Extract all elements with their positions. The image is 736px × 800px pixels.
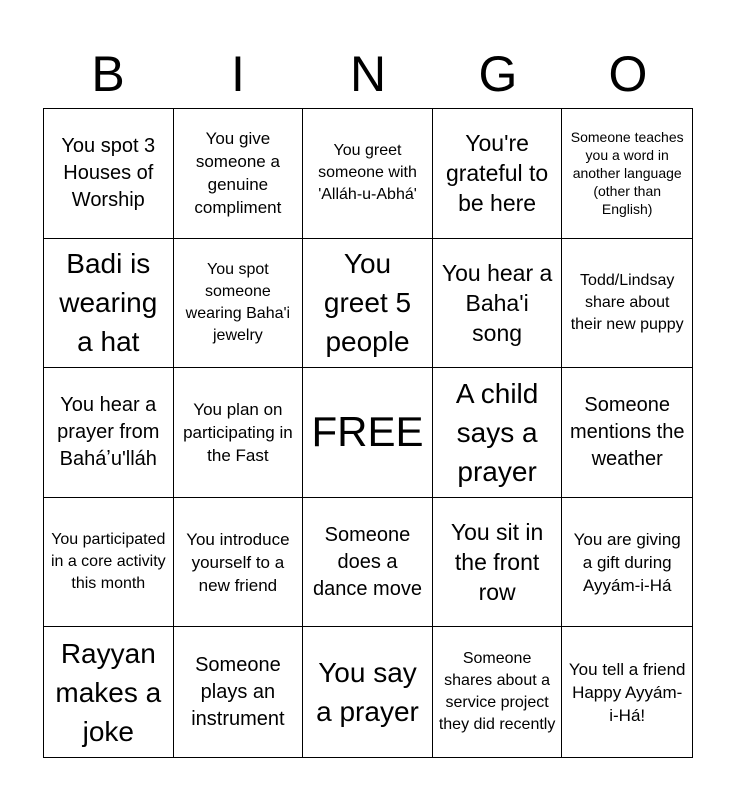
bingo-cell-b5[interactable] xyxy=(44,627,174,757)
cell-text: FREE xyxy=(311,408,424,456)
cell-text: Someone teaches you a word in another language (other than English) xyxy=(570,129,684,218)
cell-text: You participated in a core activity this month xyxy=(50,531,166,593)
cell-text: Badi is wearing a hat xyxy=(59,248,158,358)
bingo-cell-b1[interactable] xyxy=(44,109,174,239)
cell-text: Someone mentions the weather xyxy=(569,393,685,470)
bingo-cell-o3[interactable] xyxy=(562,368,692,498)
cell-text: You greet 5 people xyxy=(323,248,412,358)
bingo-cell-o2[interactable] xyxy=(562,239,692,369)
bingo-cell-g1[interactable] xyxy=(433,109,563,239)
bingo-cell-b2[interactable] xyxy=(44,239,174,369)
cell-text: You introduce yourself to a new friend xyxy=(186,529,290,595)
bingo-cell-i4[interactable] xyxy=(174,498,304,628)
bingo-cell-g5[interactable] xyxy=(433,627,563,757)
header-letter-o: O xyxy=(608,46,648,102)
header-letter-g: G xyxy=(478,46,518,102)
bingo-cell-o5[interactable] xyxy=(562,627,692,757)
cell-text: Todd/Lindsay share about their new puppy xyxy=(570,271,684,333)
cell-text: You spot someone wearing Baha'i jewelry xyxy=(185,260,291,344)
bingo-cell-b4[interactable] xyxy=(44,498,174,628)
cell-text: You give someone a genuine compliment xyxy=(194,129,282,218)
bingo-header xyxy=(43,40,693,108)
bingo-board xyxy=(43,108,693,758)
cell-text: You greet someone with 'Alláh-u-Abhá' xyxy=(318,142,417,204)
bingo-cell-i5[interactable] xyxy=(174,627,304,757)
cell-text: Someone plays an instrument xyxy=(191,653,285,730)
bingo-cell-g4[interactable] xyxy=(433,498,563,628)
header-letter-i: I xyxy=(231,46,245,102)
cell-text: You tell a friend Happy Ayyám-i-Há! xyxy=(568,659,686,725)
bingo-cell-g2[interactable] xyxy=(433,239,563,369)
cell-text: You hear a Baha'i song xyxy=(441,259,553,346)
bingo-cell-i3[interactable] xyxy=(174,368,304,498)
bingo-cell-i2[interactable] xyxy=(174,239,304,369)
bingo-cell-o4[interactable] xyxy=(562,498,692,628)
cell-text: You spot 3 Houses of Worship xyxy=(61,134,156,211)
cell-text: Someone does a dance move xyxy=(313,523,422,600)
bingo-cell-n4[interactable] xyxy=(303,498,433,628)
bingo-cell-b3[interactable] xyxy=(44,368,174,498)
header-letter-n: N xyxy=(349,46,387,102)
cell-text: You say a prayer xyxy=(316,657,419,728)
bingo-cell-g3[interactable] xyxy=(433,368,563,498)
cell-text: A child says a prayer xyxy=(455,377,539,487)
cell-text: You are giving a gift during Ayyám-i-Há xyxy=(573,529,681,595)
bingo-cell-o1[interactable] xyxy=(562,109,692,239)
header-letter-b: B xyxy=(91,46,125,102)
cell-text: You plan on participating in the Fast xyxy=(183,399,293,465)
bingo-cell-i1[interactable] xyxy=(174,109,304,239)
bingo-cell-n1[interactable] xyxy=(303,109,433,239)
bingo-cell-free[interactable] xyxy=(303,368,433,498)
cell-text: You hear a prayer from Baháʼu'lláh xyxy=(57,393,160,470)
bingo-cell-n2[interactable] xyxy=(303,239,433,369)
cell-text: You're grateful to be here xyxy=(445,130,549,217)
cell-text: You sit in the front row xyxy=(450,519,544,606)
cell-text: Someone shares about a service project they did recently xyxy=(438,650,556,734)
bingo-cell-n5[interactable] xyxy=(303,627,433,757)
cell-text: Rayyan makes a joke xyxy=(55,637,162,747)
